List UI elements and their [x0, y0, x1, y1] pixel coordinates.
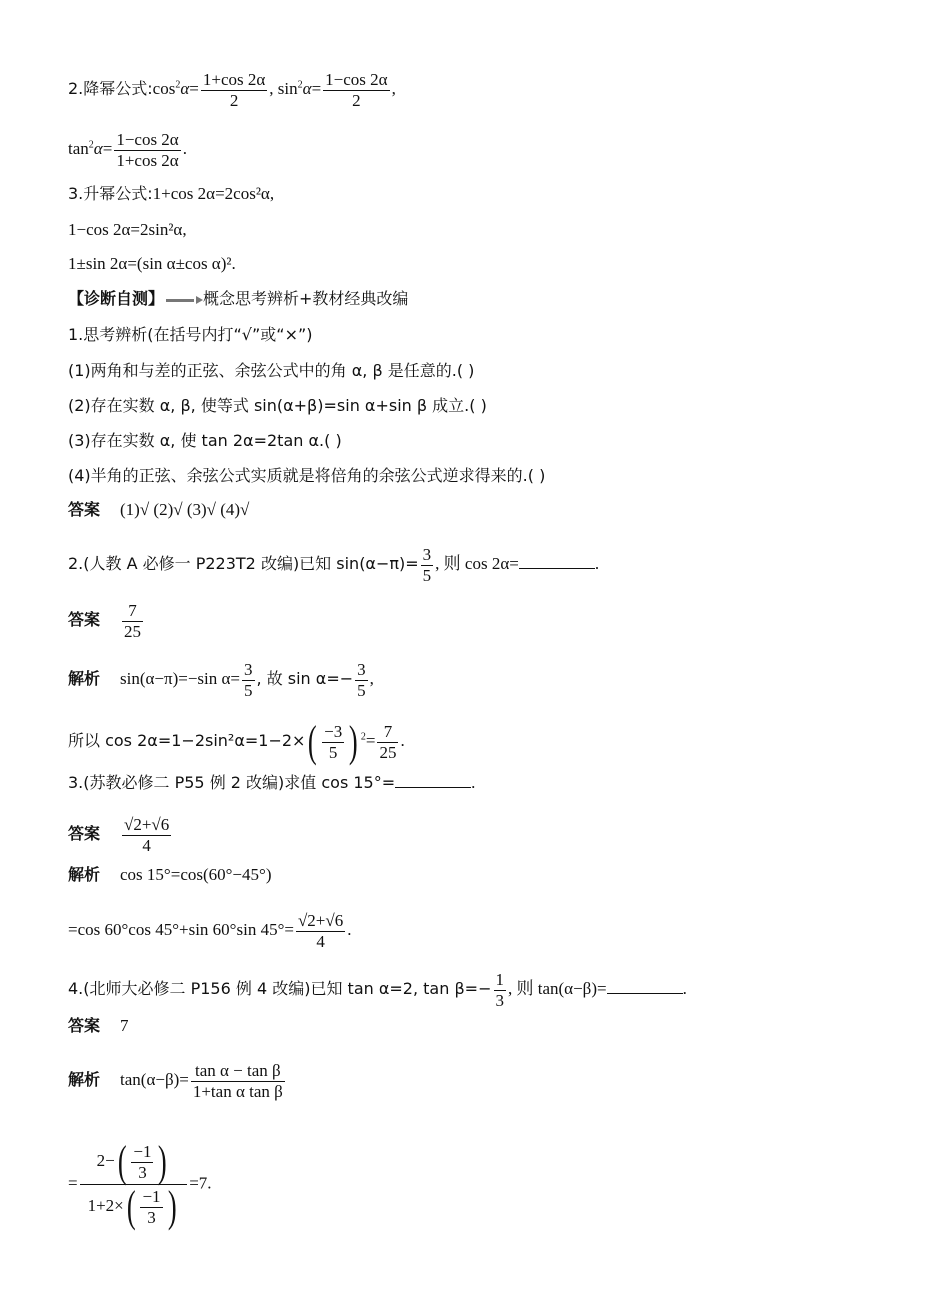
diagnosis-header: 【诊断自测】 概念思考辨析+教材经典改编 [68, 289, 409, 308]
fraction: $\frac{7}{25}$ [124, 601, 142, 641]
formula-line: 1±sin 2α=(sin α±cos α)². [68, 254, 236, 273]
arrow-head-icon [196, 296, 203, 304]
question-1-title: 1.思考辨析(在括号内打“√”或“×”) [68, 325, 313, 344]
fraction: $\frac{3}{5}$ [244, 660, 253, 700]
question-3-stem: 3.(苏教必修二 P55 例 2 改编)求值 cos 15°= . [68, 773, 476, 792]
question-4-solution: 解析 tan(α−β)= $\frac{\text{tan α − tan β}}{\text{1+tan α tan β}}$ [68, 1061, 283, 1101]
fraction: $\frac{3}{5}$ [422, 545, 432, 585]
formula-power-reduction: 2.降幂公式$:\cos^2\alpha=$ $\frac{1+\cos 2\alpha}{2}$ , $\sin^2\alpha=$ $\frac{1-\cos 2\alpha}{2}$ , [68, 70, 396, 110]
question-3-solution-line2: =cos 60°cos 45°+sin 60°sin 45°= $\frac{√2+√6}{4}$ . [68, 911, 352, 951]
answer-blank [519, 552, 595, 569]
question-item: (3)存在实数 α, 使 tan 2α=2tan α.( ) [68, 431, 342, 450]
question-3-answer: 答案 $\frac{√2+√6}{4}$ [68, 815, 170, 855]
question-item: (2)存在实数 α, β, 使等式 sin(α+β)=sin α+sin β 成立.( ) [68, 396, 487, 415]
fraction: $\frac{1-\cos 2\alpha}{2}$ [325, 70, 388, 110]
fraction: $\frac{\text{tan α − tan β}}{\text{1+tan α tan β}}$ [192, 1061, 283, 1101]
fraction: $\frac{1-\cos 2\alpha}{1+\cos 2\alpha}$ [116, 130, 179, 170]
answer-blank [607, 977, 683, 994]
fraction: $\frac{√2+√6}{4}$ [297, 911, 344, 951]
fraction: $\frac{3}{5}$ [357, 660, 366, 700]
fraction: $\frac{1}{3}$ [495, 970, 504, 1010]
arrow-icon [166, 299, 194, 302]
question-3-solution: 解析 cos 15°=cos(60°−45°) [68, 865, 272, 884]
formula-tan-squared: $\tan^2\alpha=$ $\frac{1-\cos 2\alpha}{1+\cos 2\alpha}$ . [68, 130, 187, 170]
answer-blank [395, 771, 471, 788]
question-2-solution: 解析 sin(α−π)=−sin α= $\frac{3}{5}$ , 故 sin α=− $\frac{3}{5}$ , [68, 660, 374, 700]
question-item: (1)两角和与差的正弦、余弦公式中的角 α, β 是任意的.( ) [68, 361, 475, 380]
formula-power-raise: 3.升幂公式:1+cos 2α=2cos²α, [68, 184, 275, 203]
question-4-solution-line2: = 2−( $\frac{-1}{3}$ ) 1+2×( $\frac{-1}{3}$ ) =7. [68, 1137, 212, 1231]
fraction: $\frac{7}{25}$ [379, 721, 397, 762]
question-4-stem: 4.(北师大必修二 P156 例 4 改编)已知 tan α=2, tan β=− $\frac{1}{3}$ , 则 tan(α−β)= . [68, 970, 687, 1010]
fraction: $\frac{1+\cos 2\alpha}{2}$ [202, 70, 266, 110]
question-2-solution-line2: 所以 cos 2α=1−2sin²α=1−2×( $\frac{-3}{5}$ ) $^2$= $\frac{7}{25}$ . [68, 717, 405, 766]
question-item: (4)半角的正弦、余弦公式实质就是将倍角的余弦公式逆求得来的.( ) [68, 466, 546, 485]
question-1-answer: 答案 (1)√ (2)√ (3)√ (4)√ [68, 500, 250, 519]
question-2-stem: 2.(人教 A 必修一 P223T2 改编)已知 sin(α−π)= $\frac{3}{5}$ , 则 cos 2α= . [68, 545, 600, 585]
question-4-answer: 答案 7 [68, 1016, 129, 1035]
fraction: $\frac{√2+√6}{4}$ [124, 815, 170, 855]
formula-line: 1−cos 2α=2sin²α, [68, 220, 187, 239]
compound-fraction: 2−( $\frac{-1}{3}$ ) 1+2×( $\frac{-1}{3}$ ) [80, 1140, 188, 1229]
question-2-answer: 答案 $\frac{7}{25}$ [68, 601, 142, 641]
fraction: $\frac{-3}{5}$ [324, 721, 343, 762]
section-title: 2.降幂公式: [68, 78, 153, 98]
